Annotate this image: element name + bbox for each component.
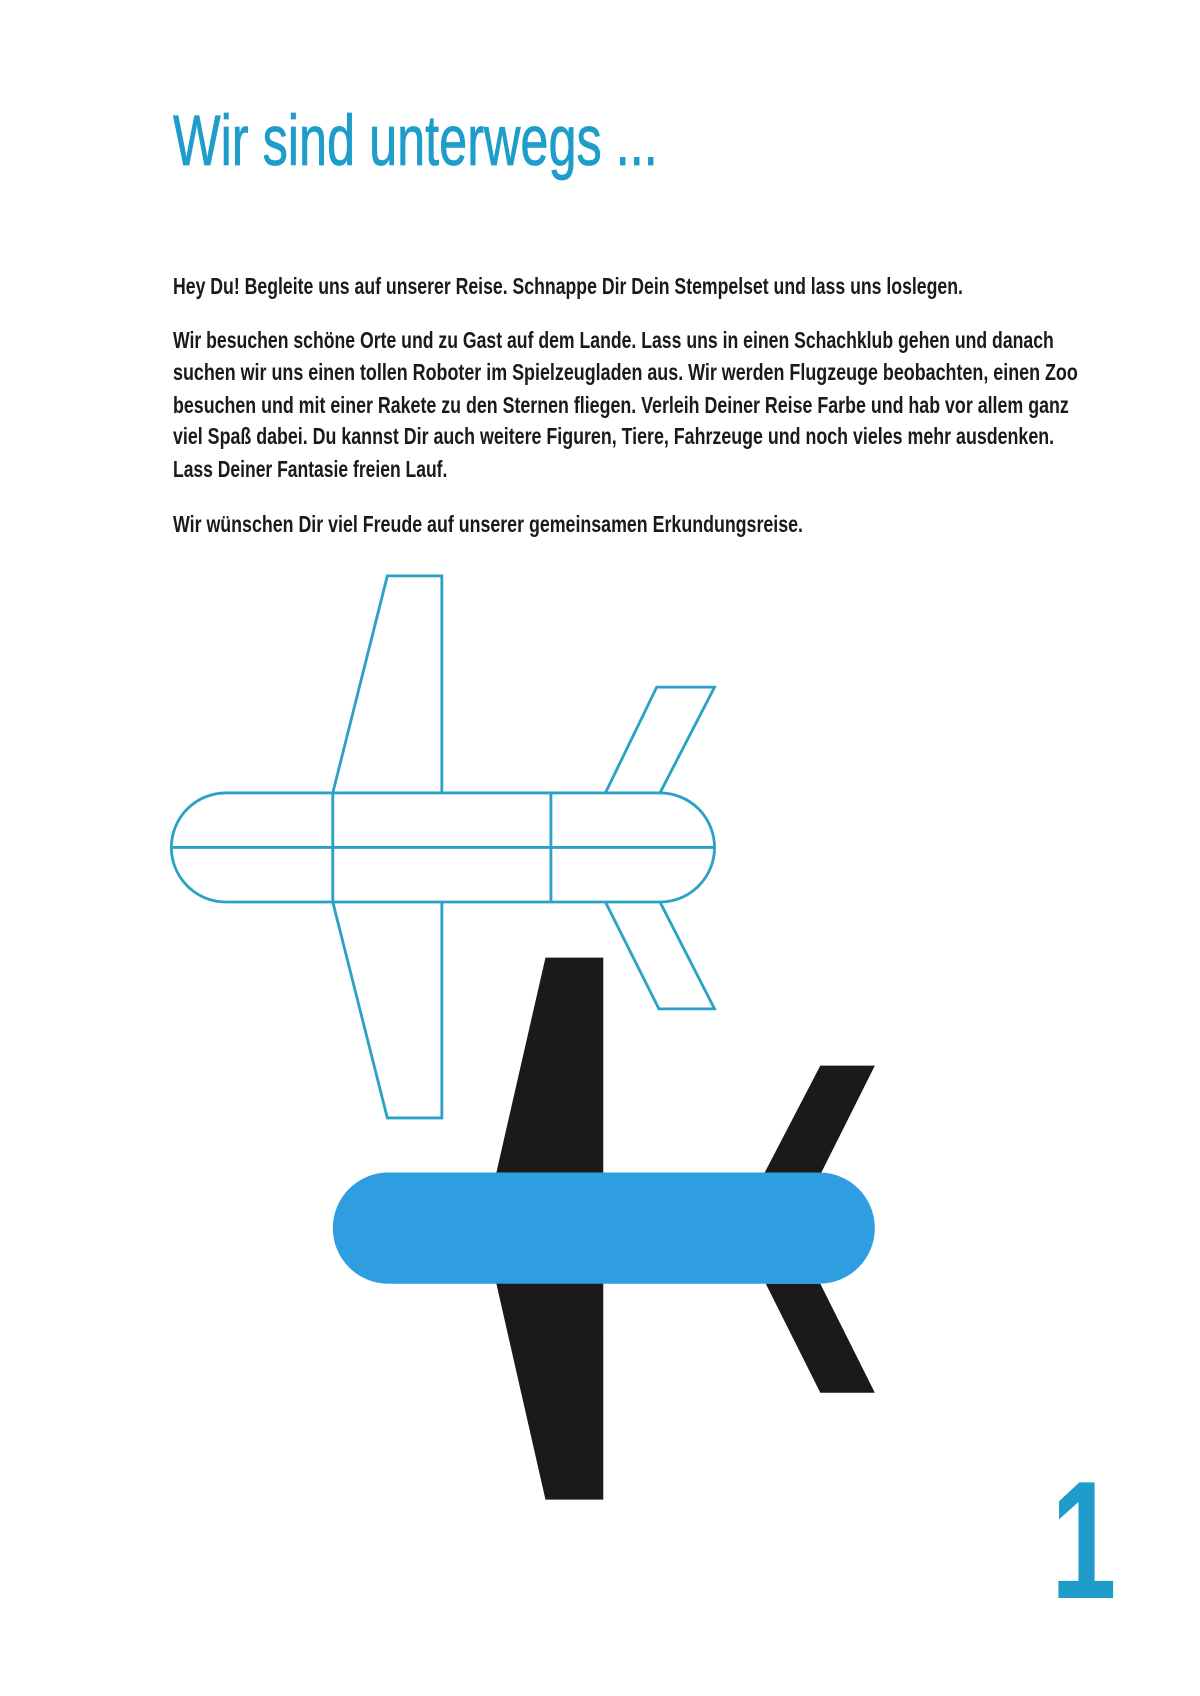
wing-silhouette xyxy=(496,958,603,1500)
lower-wing-outline xyxy=(333,902,442,1118)
upper-tail-outline xyxy=(605,687,714,793)
body-line: Wir besuchen schöne Orte und zu Gast auf dem Lande. Lass uns in einen Schachklub gehen und danach xyxy=(173,327,1054,353)
body-line: suchen wir uns einen tollen Roboter im Spielzeugladen aus. Wir werden Flugzeuge beobachten, einen Zoo xyxy=(173,359,1078,385)
body-line: besuchen und mit einer Rakete zu den Sternen fliegen. Verleih Deiner Reise Farbe und hab vor allem ganz xyxy=(173,392,1069,418)
intro-paragraph: Hey Du! Begleite uns auf unserer Reise. Schnappe Dir Dein Stempelset und lass uns loslegen. xyxy=(173,273,963,299)
airplane-outline-icon xyxy=(171,576,714,1118)
page-title: Wir sind unterwegs ... xyxy=(173,102,658,181)
body-line: Lass Deiner Fantasie freien Lauf. xyxy=(173,456,448,482)
page-number: 1 xyxy=(1051,1446,1117,1634)
lower-tail-outline xyxy=(605,902,714,1009)
upper-wing-outline xyxy=(333,576,442,793)
fuselage-fill xyxy=(333,1172,875,1283)
fuselage-outline xyxy=(171,793,714,902)
body-line: viel Spaß dabei. Du kannst Dir auch weitere Figuren, Tiere, Fahrzeuge und noch vieles mehr ausdenken. xyxy=(173,423,1055,449)
closing-paragraph: Wir wünschen Dir viel Freude auf unserer gemeinsamen Erkundungsreise. xyxy=(173,511,803,537)
lower-tail-silhouette xyxy=(766,1284,875,1393)
upper-tail-silhouette xyxy=(764,1066,875,1175)
airplane-filled-icon xyxy=(333,958,875,1500)
